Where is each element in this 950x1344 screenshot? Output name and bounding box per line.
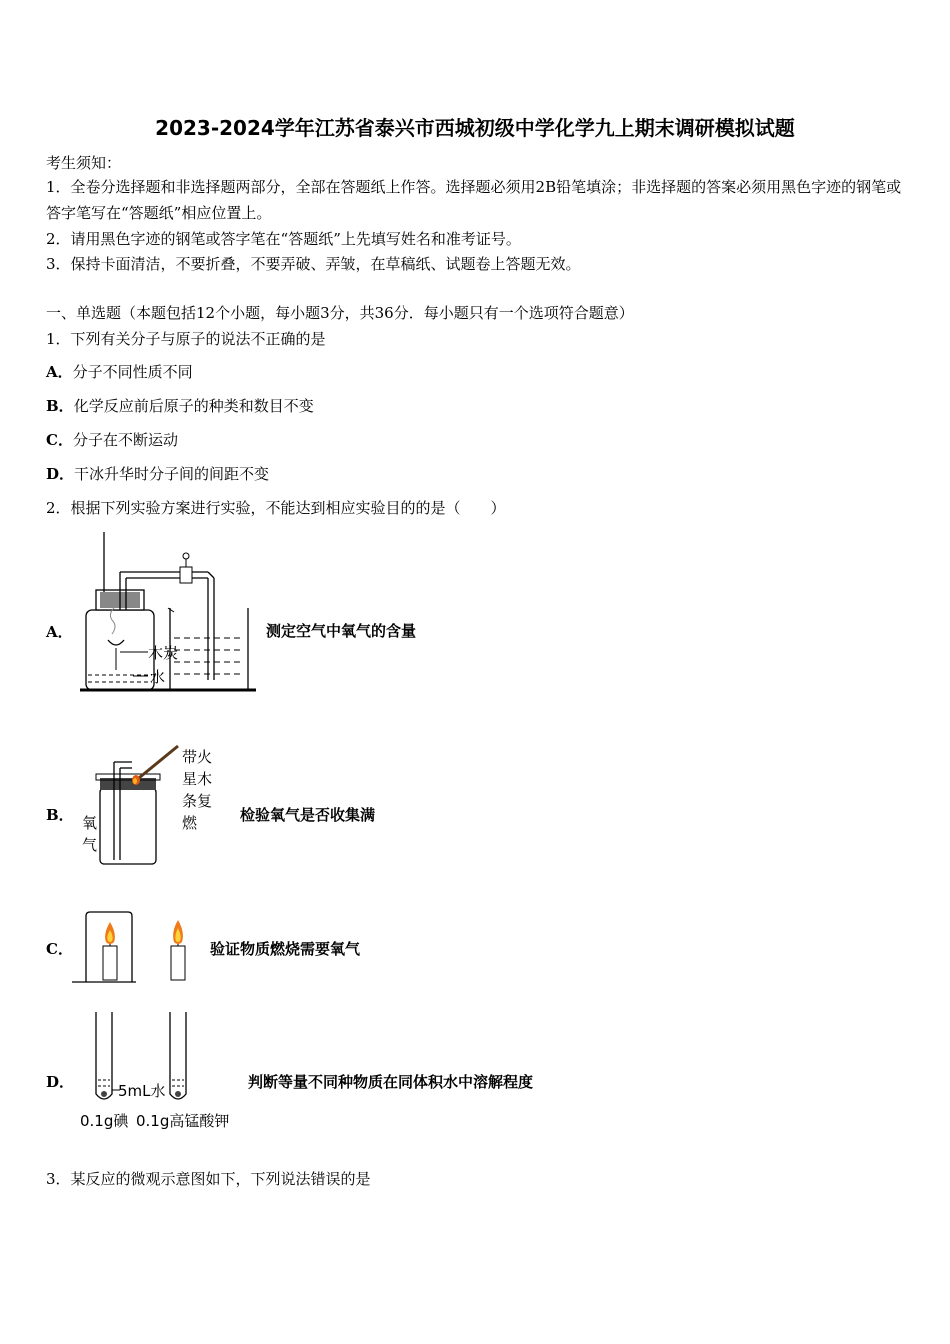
q3-stem: 3．某反应的微观示意图如下，下列说法错误的是 [46,1170,371,1188]
q1-option-c [46,429,178,450]
figure-d-label-permanganate: 0.1g高锰酸钾 [136,1112,230,1130]
solubility-test-tubes-figure [78,1010,243,1130]
candle-combustion-figure [70,908,200,988]
q2-option-b-label: B． [46,806,74,824]
figure-b-label-oxygen-1: 氧 [82,814,98,832]
q1-option-b-text: 化学反应前后原子的种类和数目不变 [73,397,314,415]
figure-d-label-iodine: 0.1g碘 [80,1112,129,1130]
q1-option-a-label: A． [46,363,73,381]
q2-option-a-text: 测定空气中氧气的含量 [266,622,417,640]
figure-b-label-oxygen-2: 气 [82,836,98,854]
figure-b-label-line1: 带火 [182,748,213,766]
q1-option-b [46,395,314,416]
figure-a-label-water: 水 [150,668,166,686]
q1-option-a [46,361,193,382]
oxygen-full-check-figure [80,742,225,870]
q1-option-d [46,463,269,484]
figure-d-label-water: 5mL水 [118,1082,166,1100]
q2-option-c-text: 验证物质燃烧需要氧气 [210,940,361,958]
q1-option-d-text: 干冰升华时分子间的间距不变 [74,465,270,483]
notice-item-3: 3．保持卡面清洁，不要折叠，不要弄破、弄皱，在草稿纸、试题卷上答题无效。 [46,255,581,273]
section-heading: 一、单选题（本题包括12个小题，每小题3分，共36分．每小题只有一个选项符合题意） [46,304,634,322]
q2-option-b-text: 检验氧气是否收集满 [240,806,376,824]
q1-stem: 1．下列有关分子与原子的说法不正确的是 [46,330,326,348]
figure-a-label-charcoal: 木炭 [148,644,179,662]
q1-option-d-label: D． [46,465,75,483]
q1-option-a-text: 分子不同性质不同 [72,363,193,381]
q2-option-a-label: A． [46,623,73,641]
figure-b-label-line4: 燃 [182,814,198,832]
q2-stem: 2．根据下列实验方案进行实验，不能达到相应实验目的的是（ ） [46,499,506,517]
oxygen-content-apparatus-figure [78,530,263,695]
q2-option-c-label: C． [46,940,73,958]
notice-item-1: 1．全卷分选择题和非选择题两部分，全部在答题纸上作答。选择题必须用2B铅笔填涂；非选择题的答案必须用黑色字迹的钢笔或答字笔写在“答题纸”相应位置上。 [46,178,902,222]
page-title: 2023-2024学年江苏省泰兴市西城初级中学化学九上期末调研模拟试题 [155,116,795,140]
figure-b-label-line2: 星木 [182,770,213,788]
q2-option-d-label: D． [46,1073,75,1091]
q1-option-b-label: B． [46,397,74,415]
notice-item-2: 2．请用黑色字迹的钢笔或答字笔在“答题纸”上先填写姓名和准考证号。 [46,230,521,248]
q1-option-c-label: C． [46,431,73,449]
figure-b-label-line3: 条复 [182,792,213,810]
q1-option-c-text: 分子在不断运动 [72,431,178,449]
q2-option-d-text: 判断等量不同种物质在同体积水中溶解程度 [248,1073,534,1091]
notice-heading: 考生须知： [46,154,122,172]
